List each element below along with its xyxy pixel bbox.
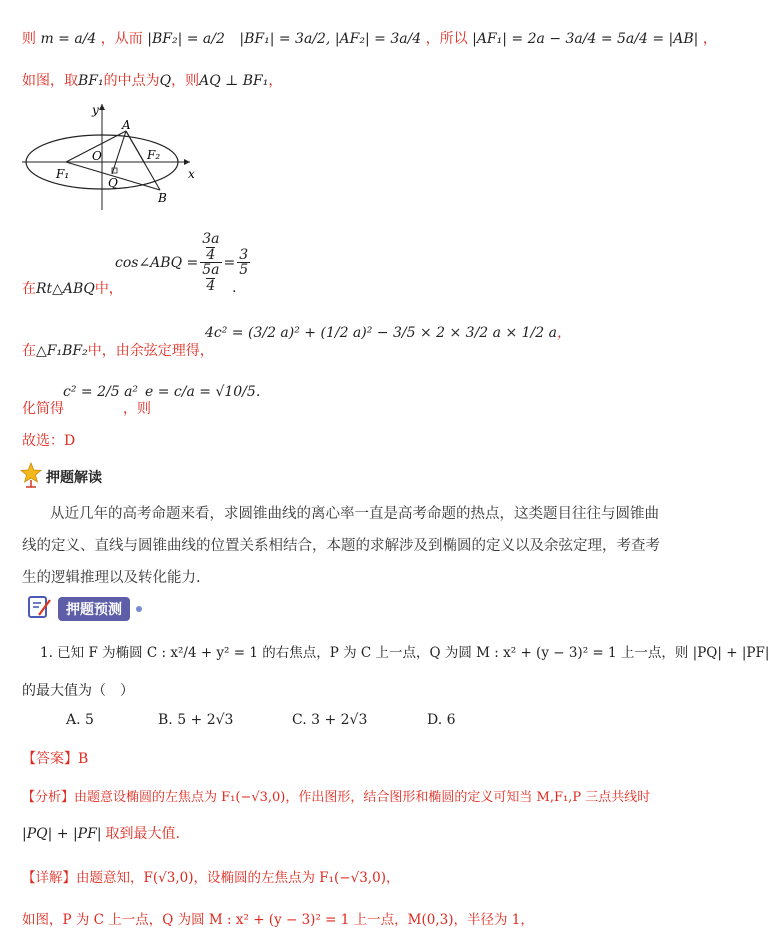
connector-text: ，从而 [100, 31, 143, 47]
cos-lead: cos∠ABQ = [115, 254, 199, 271]
res-den: 5 [239, 262, 249, 279]
then-text: ，则 [123, 401, 151, 417]
ellipse-diagram [20, 98, 210, 213]
para-line-1: 从近几年的高考命题来看，求圆锥曲线的离心率一直是高考命题的热点，这类题目往往与圆锥曲 [50, 506, 659, 522]
num-num: 3a [202, 231, 220, 247]
option-c: C. 3 + 2√3 [292, 712, 368, 728]
choice-line: 故选：D [22, 433, 76, 449]
triangle-name: △F₁BF₂ [36, 343, 88, 359]
label-o: O [92, 149, 102, 163]
dot-decoration [136, 606, 142, 612]
x-axis-arrow [184, 159, 190, 165]
compound-fraction [200, 232, 221, 294]
question-stem: 1. 已知 F 为椭圆 C : x²/4 + y² = 1 的右焦点，P 为 C 上一点，Q 为圆 M : x² + (y − 3)² = 1 上一点，则 |PQ| + |PF| [40, 645, 769, 661]
answer-line [22, 748, 88, 768]
notebook-pen-icon [26, 594, 52, 624]
label-y: y [92, 103, 99, 117]
analysis-conclusion: 取到最大值. [105, 826, 180, 842]
detail-line-1 [22, 866, 399, 886]
cosine-law-formula: 4c² = (3/2 a)² + (1/2 a)² − 3/5 × 2 × 3/2 a × 1/2 a [205, 325, 557, 341]
suffix: 中，由余弦定理得， [87, 343, 214, 359]
end-punct: ， [556, 325, 571, 341]
end-punct: . [255, 384, 261, 400]
answer-tag: 【答案】 [22, 751, 78, 767]
label-f2: F₂ [147, 148, 161, 162]
then-text: ，则 [171, 73, 200, 89]
cosine-law-label [22, 340, 214, 360]
interpretation-paragraph [22, 498, 682, 594]
section-title: 押题预测 [58, 597, 130, 621]
analysis-text: 由题意设椭圆的左焦点为 F₁(−√3,0)，作出图形，结合图形和椭圆的定义可知当 M,F₁,P 三点共线时 [74, 790, 651, 805]
star-icon [20, 462, 42, 492]
c-squared-expression: c² = 2/5 a² [63, 384, 139, 400]
y-axis-arrow [99, 104, 105, 110]
m-equation: m = a/4 [40, 31, 97, 47]
midpoint-line [22, 70, 282, 90]
pq-pf-sum: |PQ| + |PF| [22, 826, 102, 842]
den-den: 4 [206, 278, 216, 295]
perpendicular-relation: AQ ⊥ BF₁ [199, 73, 269, 89]
derivation-line-1 [22, 28, 717, 48]
connector-text-2: ，所以 [425, 31, 468, 47]
bf2-equation: |BF₂| = a/2 [147, 31, 225, 47]
simplify-line [22, 398, 64, 418]
lead-text: 则 [22, 31, 36, 47]
label-a: A [122, 118, 131, 132]
res-num: 3 [239, 246, 249, 263]
para-line-2: 线的定义、直线与圆锥曲线的位置关系相结合，本题的求解涉及到椭圆的定义以及余弦定理，考查考 [22, 538, 660, 554]
midpoint-text: 如图，取 [22, 73, 78, 89]
den-num: 5a [202, 262, 220, 279]
end-punct: ， [702, 31, 717, 47]
point-q: Q [159, 73, 172, 89]
prefix: 在 [22, 343, 36, 359]
analysis-tag: 【分析】 [22, 790, 75, 805]
para-line-3: 生的逻辑推理以及转化能力. [22, 570, 201, 586]
bf1-af2-equation: |BF₁| = 3a/2, |AF₂| = 3a/4 [239, 31, 422, 47]
period: . [232, 280, 237, 296]
af1-equation: |AF₁| = 2a − 3a/4 = 5a/4 = |AB| [472, 31, 699, 47]
eccentricity-formula: e = c/a = √10/5 [145, 384, 256, 400]
cosine-law-expression [205, 322, 571, 342]
segment-a-f2 [126, 131, 144, 162]
analysis-line-2 [22, 823, 180, 843]
equals: = [223, 254, 236, 271]
section-header-interpretation [20, 462, 102, 492]
eccentricity-expression [145, 384, 260, 400]
segment-bf1: BF₁ [78, 73, 104, 89]
triangle-name: Rt△ABQ [36, 281, 95, 297]
option-a: A. 5 [66, 712, 94, 728]
label-b: B [158, 191, 167, 205]
question-stem-2: 的最大值为（ ） [22, 683, 134, 699]
suffix: 中， [94, 281, 123, 297]
end-punct: ， [268, 73, 283, 89]
label-q: Q [108, 176, 118, 190]
prefix: 在 [22, 281, 36, 297]
analysis-line-1 [22, 786, 650, 805]
detail-line-2: 如图，P 为 C 上一点，Q 为圆 M : x² + (y − 3)² = 1 上一点，M(0,3)，半径为 1， [22, 912, 534, 928]
detail-text: 由题意知，F(√3,0)，设椭圆的左焦点为 F₁(−√3,0)， [76, 870, 400, 886]
result-fraction [237, 248, 250, 278]
section-title: 押题解读 [46, 470, 102, 486]
detail-tag: 【详解】 [22, 870, 76, 886]
section-header-prediction [26, 594, 142, 624]
prefix: 化简得 [22, 401, 64, 417]
label-x: x [188, 167, 195, 181]
midpoint-text-2: 的中点为 [103, 73, 160, 89]
option-b: B. 5 + 2√3 [158, 712, 234, 728]
option-d: D. 6 [427, 712, 456, 728]
num-den: 4 [206, 246, 216, 263]
rt-triangle-label [22, 278, 123, 298]
label-f1: F₁ [56, 167, 70, 181]
answer-value: B [78, 751, 89, 767]
